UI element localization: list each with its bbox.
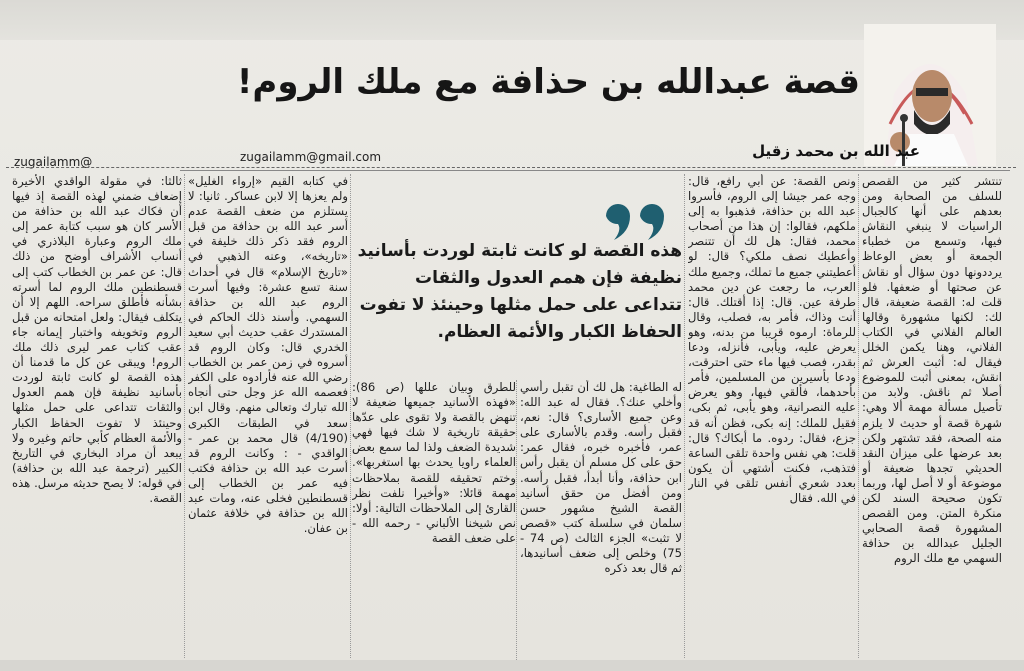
column-divider	[184, 174, 185, 658]
author-byline: عبد الله بن محمد زقيل	[752, 142, 920, 160]
column-text: للطرق وبيان عللها (ص 86): «فهذه الأسانيد جميعها ضعيفة لا تنهض بالقصة ولا تقوى على عدّها حقيقة تاريخية لا شك فيها فهي شديدة الضعف ولذا لما سمع بعض العلماء راويا يحدث بها استغربها». وختم تحقيقه للقصة بملاحظات مهمة قائلا: «وأخيرا نلفت نظر القارئ إلى الملاحظات التالية: أولا: نص شيخنا الألباني - رحمه الله - على ضعف القصة	[352, 380, 516, 545]
pull-quote: هذه القصة لو كانت ثابتة لوردت بأسانيد نظيفة فإن همم العدول والثقات تتداعى على حمل مثلها وحينئذ لا تفوت الحفاظ الكبار والأئمة العظام.	[357, 241, 682, 342]
column-text: ثالثا: في مقولة الواقدي الأخيرة إضعاف ضمني لهذه القصة إذ فيها أن فكاك عبد الله بن حذافة من الأسر كان هو سبب كتابة عمر إلى ملك الروم وعبارة البلاذري في أنساب الأشراف أوضح من ذلك قال: عن عمر بن الخطاب كتب إلى قسطنطين ملك الروم لما أسرته بشأنه فأطلق سراحه. اللهم إلا أن يتكلف فيقال: ولعل امتحانه من قبل الروم وتخويفه واختبار إيمانه جاء عقب كتاب عمر ليرى ذلك ملك الروم! ويبقى عن كل ما قدمنا أن هذه القصة لو كانت ثابتة لوردت بأسانيد نظيفة فإن همم العدول والثقات تتداعى على حمل مثلها وحينئذ لا تفوت الحفاظ الكبار والأئمة العظام كأبي حاتم وغيره ولا يبعد أن مراد البخاري في التاريخ الكبير (ترجمة عبد الله بن حذافة) في قوله: لا يصح حديثه مرسل. هذه القصة.	[12, 174, 182, 505]
column-divider	[516, 380, 517, 660]
column-text: ونص القصة: عن أبي رافع، قال: وجه عمر جيشا إلى الروم، فأسروا عبد الله بن حذافة، فذهبوا به إلى ملكهم، فقالوا: إن هذا من أصحاب محمد، فقال: هل لك أن تتنصر وأعطيك نصف ملكي؟ قال: لو أعطيتني جميع ما تملك، وجميع ملك العرب، ما رجعت عن دين محمد طرفة عين. قال: إذا أقتلك. قال: أنت وذاك، فأمر به، فصلب، وقال للرماة: ارموه قريبا من بدنه، وهو يعرض عليه، ويأبى، فأنزله، ودعا بقدر، فصب فيها ماء حتى احترقت، ودعا بأسيرين من المسلمين، فأمر بأحدهما، فألقي فيها، وهو يعرض عليه النصرانية، وهو يأبى، ثم بكى، فقيل للملك: إنه بكى، فظن أنه قد جزع، فقال: ردوه. ما أبكاك؟ قال: قلت: هي نفس واحدة تلقى الساعة فتذهب، فكنت أشتهي أن يكون بعدد شعري أنفس تلقى في النار في الله. فقال	[688, 174, 856, 505]
article-column-5	[188, 174, 348, 658]
column-divider	[684, 174, 685, 658]
header-rule	[180, 170, 1010, 171]
article-headline: قصة عبدالله بن حذافة مع ملك الروم!	[236, 62, 860, 102]
author-email: zugailamm@gmail.com	[240, 150, 382, 164]
article-column-1	[862, 174, 1002, 614]
column-divider	[858, 174, 859, 658]
column-text: له الطاغية: هل لك أن تقبل رأسي وأخلي عنك؟. فقال له عبد الله: وعن جميع الأسارى؟ قال: نعم، فقبل رأسه. وقدم بالأسارى على عمر، فأخبره خبره، فقال عمر: حق على كل مسلم أن يقبل رأس ابن حذافة، وأنا أبدأ، فقبل رأسه. ومن أفضل من حقق أسانيد القصة الشيخ مشهور حسن سلمان في سلسلة كتب «قصص لا تثبت» الجزء الثالث (ص 74 - 75) وخلص إلى ضعف أسانيدها، ثم قال بعد ذكره	[520, 380, 682, 576]
article-column-4	[352, 380, 516, 664]
column-text: في كتابه القيم «إرواء الغليل» ولم يعزها إلا لابن عساكر. ثانيا: لا يستلزم من ضعف القصة عدم أسر عبد الله بن حذافة من قبل الروم فقد ذكر ذلك خليفة في «تاريخه»، وعنه الذهبي في «تاريخ الإسلام» قال في أحداث سنة تسع عشرة: وفيها أسرت الروم عبد الله بن حذافة السهمي. وأسند ذلك الحاكم في المستدرك عقب حديث أبي سعيد الخدري قال: وكان الروم قد أسروه في زمن عمر بن الخطاب رضي الله عنه فأرادوه على الكفر فعصمه الله عز وجل حتى أنجاه الله تبارك وتعالى منهم. وقال ابن سعد في الطبقات الكبرى (4/190) قال محمد بن عمر - الواقدي - : وكانت الروم قد أسرت عبد الله بن حذافة فكتب فيه عمر بن الخطاب إلى قسطنطين فخلى عنه، ومات عبد الله بن حذافة في خلافة عثمان بن عفان.	[188, 174, 348, 536]
column-text: تنتشر كثير من القصص للسلف من الصحابة ومن بعدهم على أنها كالجبال الراسيات لا ينبغي النقاش فيها، وتسمع من خطباء الجمعة أو بعض الوعاظ يرددونها دون سؤال أو نقاش عن صحتها أو ضعفها. فلو قلت له: القصة ضعيفة، قال لك: لكنها مشهورة وقالها العالم الفلاني في الكتاب الفلاني، وهنا يكمن الخلل فيقال له: أثبت العرش ثم انقش، بمعنى أثبت للموضوع أصلا ثم ناقش. ولابد من تأصيل مسألة مهمة ألا وهي: شهرة قصة أو حديث لا يلزم منه الصحة، فقد تشتهر ولكن بعد عرضها على ميزان النقد الحديثي تجدها ضعيفة أو موضوعة أو لا أصل لها، وربما تكون صحيحة السند لكن منكرة المتن. ومن القصص المشهورة قصة الصحابي الجليل عبدالله بن حذافة السهمي مع ملك الروم	[862, 174, 1002, 566]
quote-mark-icon	[598, 172, 678, 242]
author-email-short: zugailamm@	[14, 155, 93, 169]
article-column-3	[520, 380, 682, 664]
column-divider	[350, 174, 351, 658]
article-column-6	[12, 174, 182, 658]
article-column-2	[688, 174, 856, 658]
bottom-bleed-strip	[0, 660, 1024, 671]
header-dashed-rule	[6, 167, 1016, 168]
